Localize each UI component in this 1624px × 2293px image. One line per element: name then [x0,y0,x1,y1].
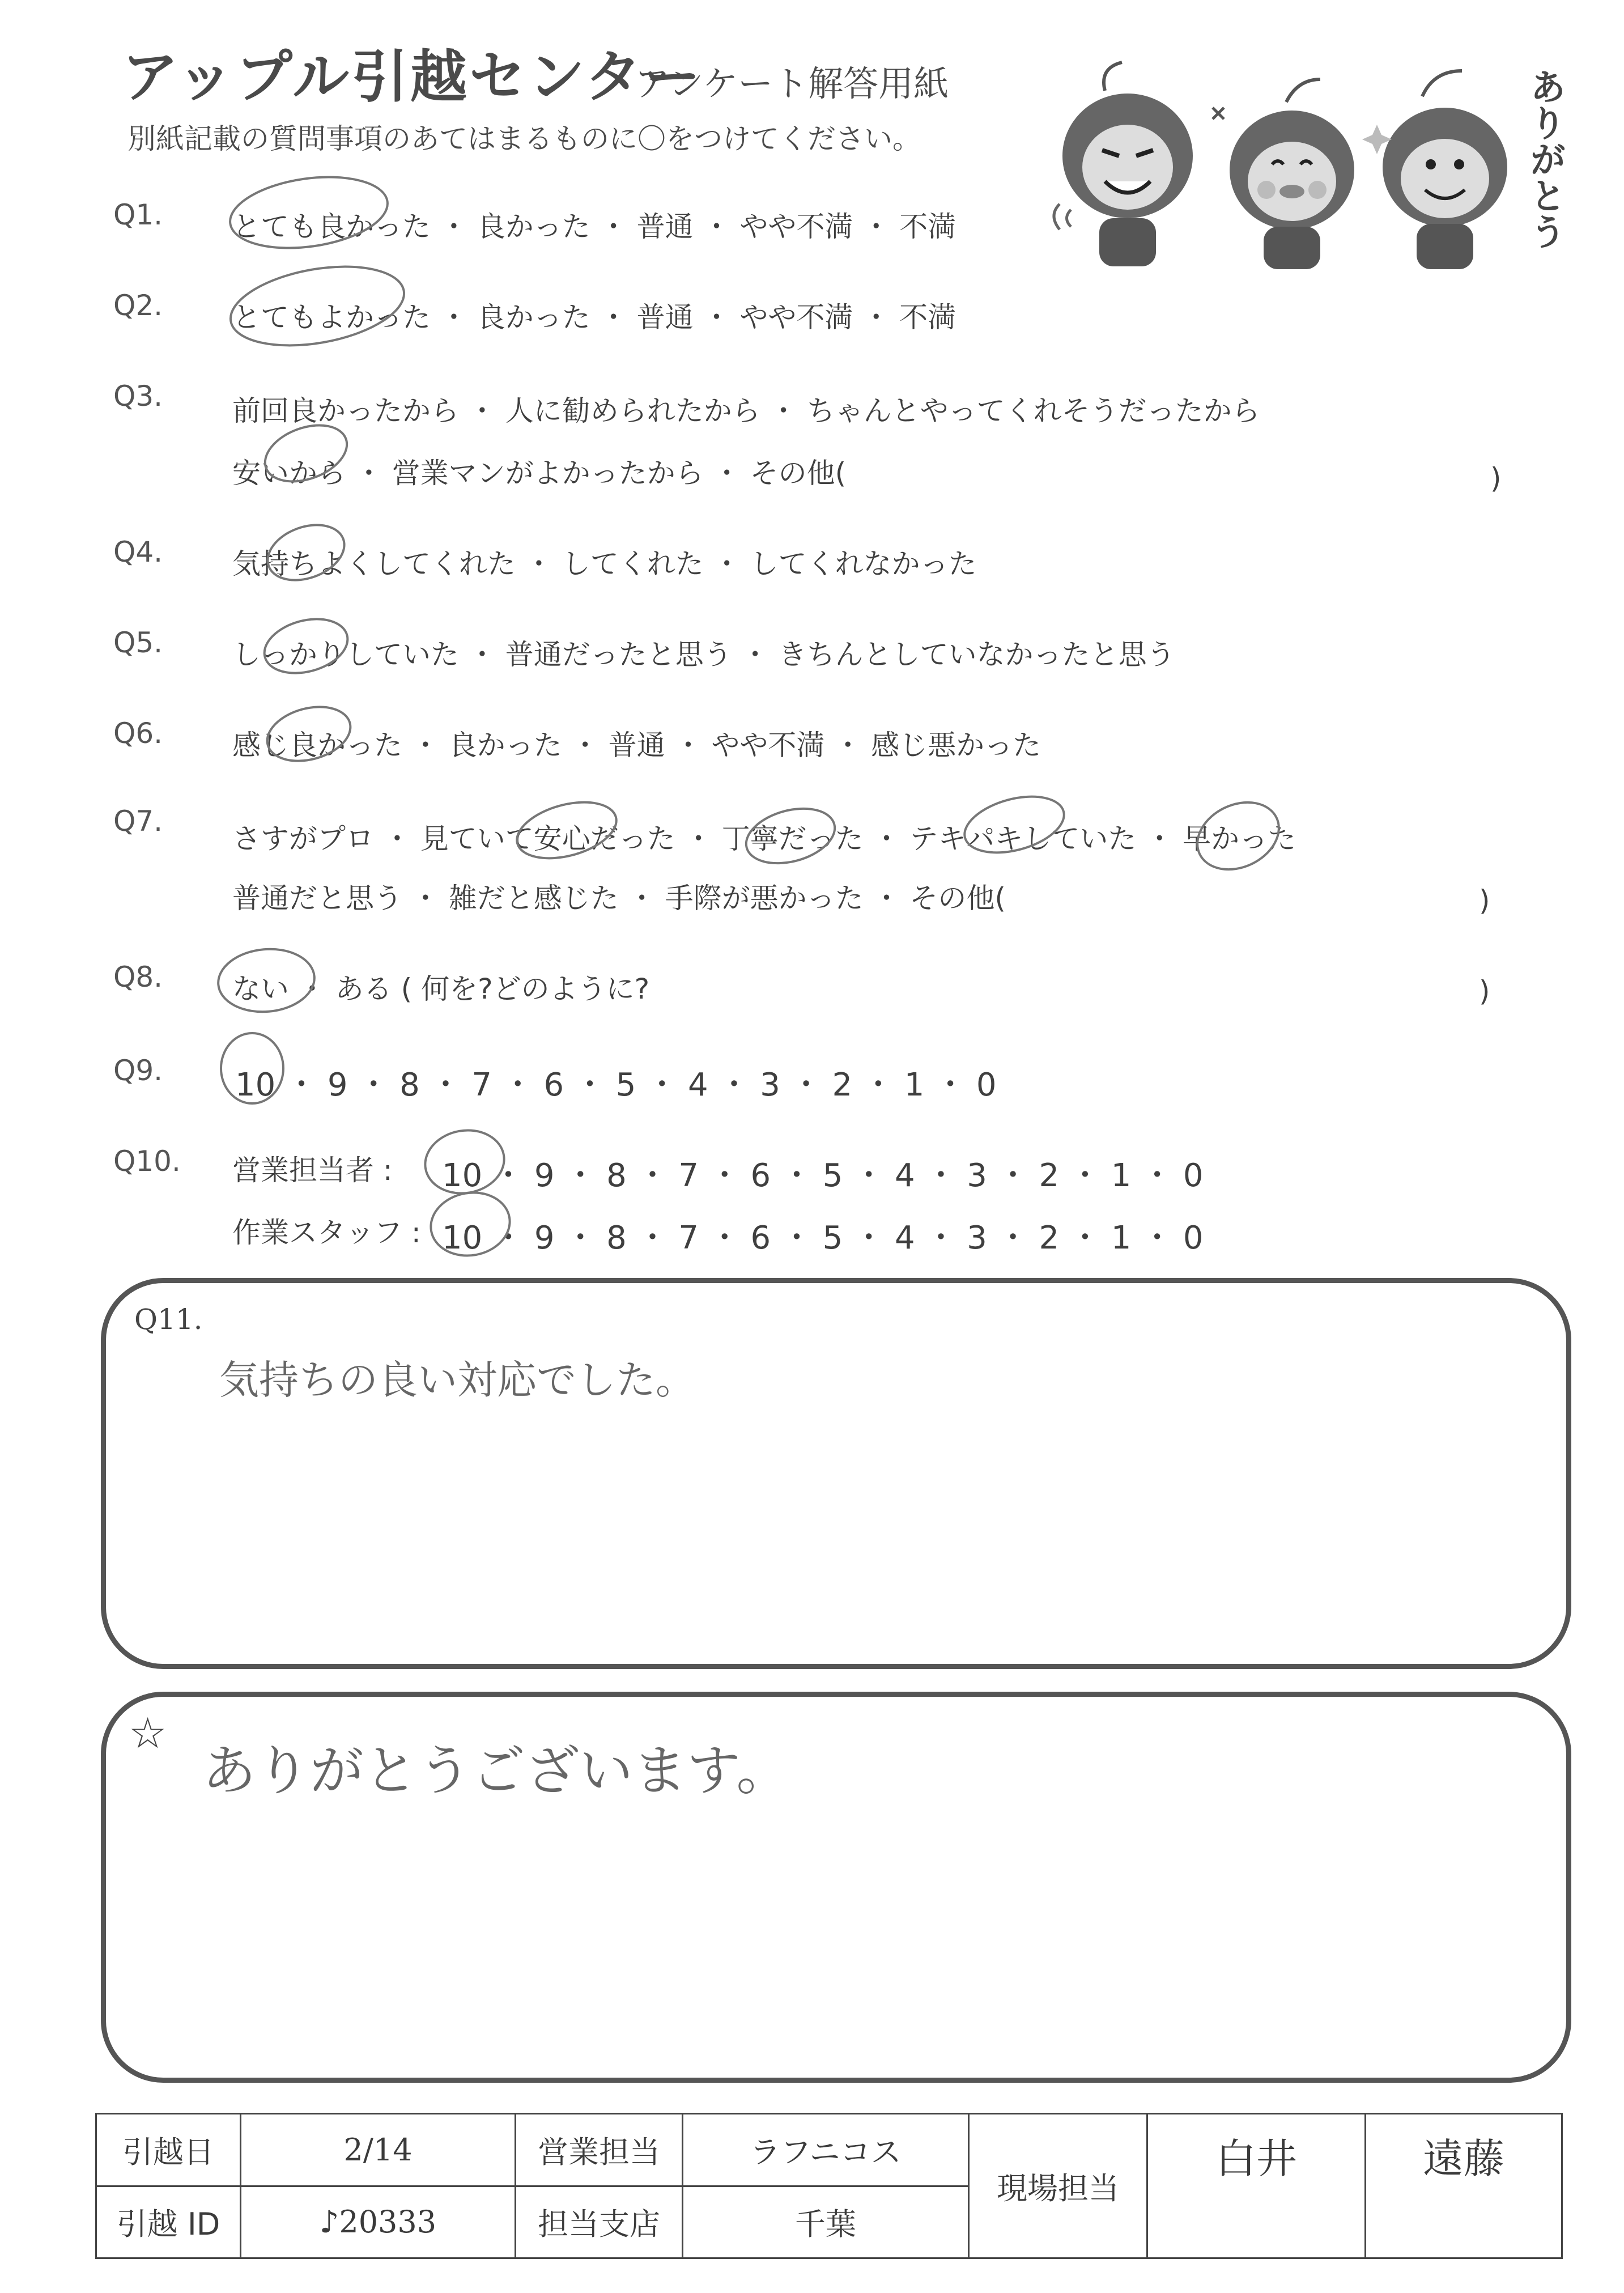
q8-close-paren: ) [1479,975,1490,1008]
q1-answer-mark [226,168,392,257]
q10-label: Q10. [113,1145,181,1178]
move-date-value: 2/14 [241,2114,516,2186]
q4-label: Q4. [113,536,163,568]
q7-mark-hayakatta [1187,789,1290,882]
q3-answer-mark [257,415,355,492]
q3-label: Q3. [113,380,163,413]
q10-staff-label: 作業スタッフ : [232,1216,421,1249]
q8-options: ない ・ ある ( 何を?どのように? [232,973,650,1005]
q10-staff-answer-mark [426,1187,515,1262]
q7-label: Q7. [113,805,163,838]
move-id-value: ♪20333 [241,2186,516,2258]
q2-label: Q2. [113,289,163,322]
move-date-label: 引越日 [96,2114,241,2186]
q9-label: Q9. [113,1054,163,1087]
sales-rep-value: ラフニコス [683,2114,969,2186]
company-title: アップル引越センター [122,44,703,110]
move-id-label: 引越 ID [96,2186,241,2258]
q7-mark-tekipaki [958,787,1070,863]
q2-answer-mark [224,254,410,358]
branch-value: 千葉 [683,2186,969,2258]
branch-label: 担当支店 [516,2186,683,2258]
q6-options: 感じ良かった ・ 良かった ・ 普通 ・ やや不満 ・ 感じ悪かった [232,729,1041,762]
sales-rep-label: 営業担当 [516,2114,683,2186]
q10-staff-scale: 10 ・ 9 ・ 8 ・ 7 ・ 6 ・ 5 ・ 4 ・ 3 ・ 2 ・ 1 ・ 0 [442,1220,1204,1256]
mascot-thanks-label: ありがとう [1524,68,1566,249]
q8-label: Q8. [113,961,163,993]
q11-label: Q11. [134,1303,203,1336]
q3-close-paren: ) [1490,462,1502,495]
star-icon: ☆ [129,1708,167,1758]
q1-label: Q1. [113,198,163,231]
site-staff-value-2: 遠藤 [1366,2114,1562,2258]
site-staff-value-1: 白井 [1147,2114,1366,2258]
q8-answer-mark [216,945,317,1016]
q10-sales-label: 営業担当者 : [232,1154,393,1187]
q7-mark-anshin [511,792,622,868]
q7-mark-teinei [740,800,841,872]
q3-options-line1: 前回良かったから ・ 人に勧められたから ・ ちゃんとやってくれそうだったから [232,394,1260,427]
form-title: アンケート解答用紙 [635,63,949,104]
q11-answer: 気持ちの良い対応でした。 [219,1357,695,1403]
q7-close-paren: ) [1479,884,1490,917]
q3-options-line2: 安いから ・ 営業マンがよかったから ・ その他( [232,457,847,490]
q5-options: しっかりしていた ・ 普通だったと思う ・ きちんとしていなかったと思う [232,638,1175,671]
q10-sales-scale: 10 ・ 9 ・ 8 ・ 7 ・ 6 ・ 5 ・ 4 ・ 3 ・ 2 ・ 1 ・ 0 [442,1157,1204,1194]
instruction-text: 別紙記載の質問事項のあてはまるものに〇をつけてください。 [127,122,921,155]
q11-comment-box [101,1278,1571,1669]
q7-options-line1: さすがプロ ・ 見ていて安心だった ・ 丁寧だった ・ テキパキしていた ・ 早かった [232,822,1296,855]
q6-answer-mark [261,698,356,770]
q5-label: Q5. [113,626,163,659]
q10-sales-answer-mark [420,1124,509,1200]
q4-answer-mark [260,515,352,590]
q4-options: 気持ちよくしてくれた ・ してくれた ・ してくれなかった [232,547,977,580]
thanks-message: ありがとうございます。 [202,1740,790,1802]
thanks-message-box [101,1692,1571,2083]
q9-answer-mark [221,1033,283,1103]
q2-options: とてもよかった ・ 良かった ・ 普通 ・ やや不満 ・ 不満 [232,301,956,334]
q5-answer-mark [258,610,354,682]
move-info-table [95,2113,1563,2259]
site-staff-label: 現場担当 [969,2114,1147,2258]
q6-label: Q6. [113,717,163,750]
q7-options-line2: 普通だと思う ・ 雑だと感じた ・ 手際が悪かった ・ その他( [232,882,1006,915]
q9-scale: 10 ・ 9 ・ 8 ・ 7 ・ 6 ・ 5 ・ 4 ・ 3 ・ 2 ・ 1 ・ 0 [235,1067,997,1103]
q1-options: とても良かった ・ 良かった ・ 普通 ・ やや不満 ・ 不満 [232,210,956,243]
